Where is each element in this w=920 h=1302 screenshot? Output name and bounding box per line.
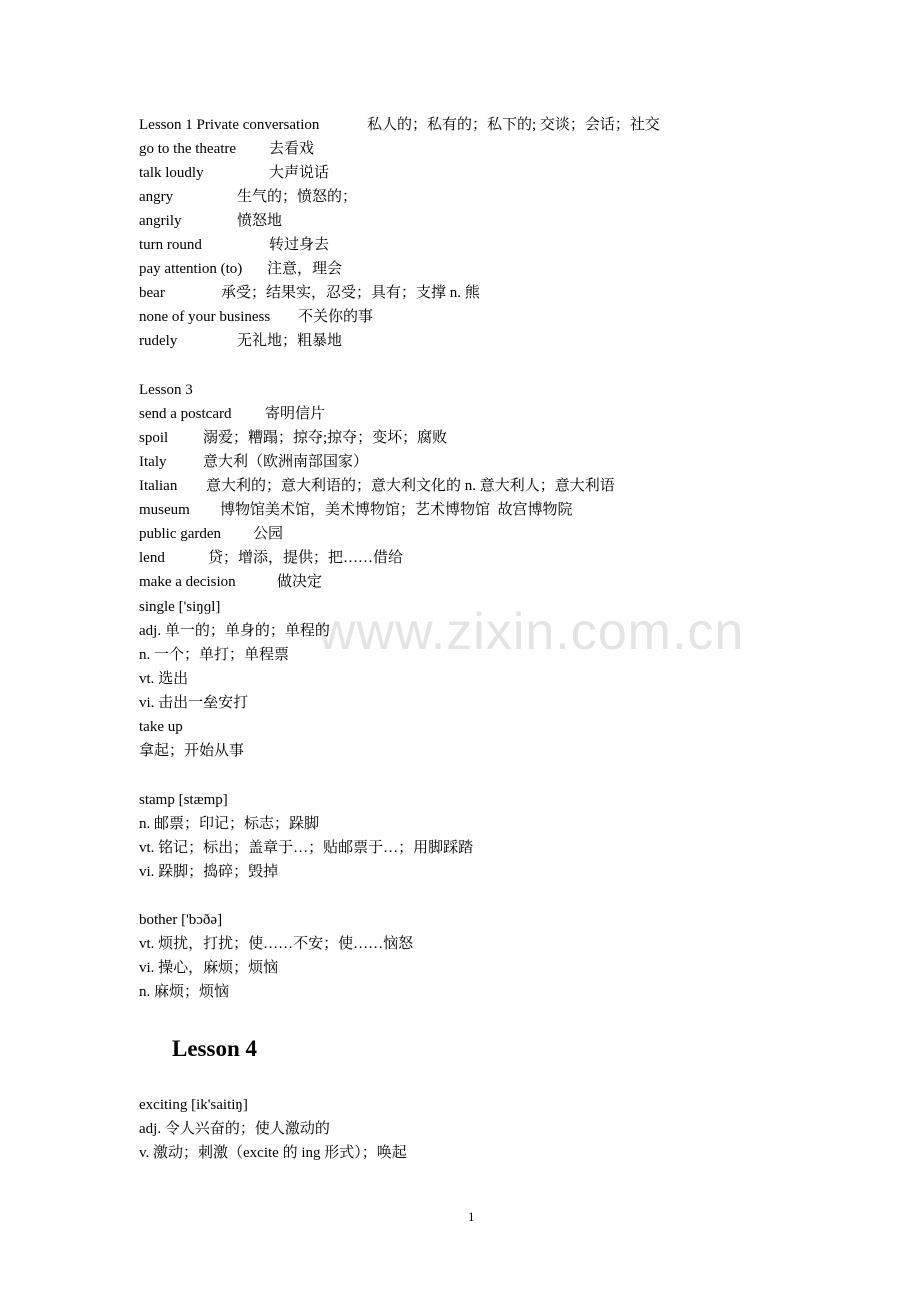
vocab-term: vi. 击出一垒安打 [139,695,249,711]
vocab-term: turn round [139,237,202,253]
vocab-term: none of your business [139,309,271,325]
vocab-definition: 不关你的事 [298,309,374,325]
vocab-term: bear [139,285,165,301]
vocab-term: Lesson 1 Private conversation [139,117,320,133]
vocab-definition: 转过身去 [269,237,330,253]
page-number: 1 [468,1209,475,1224]
watermark: www.zixin.com.cn [318,603,745,661]
vocab-definition: 注意，理会 [267,261,343,277]
vocab-definition: 承受；结果实，忍受；具有；支撑 n. 熊 [221,285,480,301]
vocab-term: go to the theatre [139,141,237,157]
vocab-term: angrily [139,213,182,229]
vocab-term: make a decision [139,574,236,590]
vocab-term: take up [139,719,183,735]
vocab-definition: 生气的；愤怒的； [237,189,358,205]
vocab-term: Lesson 3 [139,382,193,398]
vocab-term: adj. 令人兴奋的；使人激动的 [139,1121,330,1137]
vocab-term: talk loudly [139,165,204,181]
vocab-definition: 博物馆美术馆，美术博物馆；艺术博物馆 故宫博物院 [220,502,573,518]
vocab-term: v. 激动；刺激（excite 的 ing 形式）；唤起 [139,1145,407,1161]
vocab-definition: 意大利（欧洲南部国家） [203,454,369,470]
vocab-term: rudely [139,333,178,349]
vocab-term: vt. 选出 [139,671,189,687]
vocab-term: pay attention (to) [139,261,243,277]
vocab-term: museum [139,502,190,518]
vocab-term: stamp [stæmp] [139,792,228,808]
vocab-term: vt. 烦扰，打扰；使……不安；使……恼怒 [139,936,414,952]
vocab-definition: 私人的；私有的；私下的; 交谈；会话；社交 [367,117,660,133]
vocab-term: exciting [ik'saitiŋ] [139,1097,248,1113]
vocab-term: vi. 操心，麻烦；烦恼 [139,960,279,976]
vocab-term: angry [139,189,174,205]
vocab-definition: 愤怒地 [237,213,283,229]
vocab-definition: 大声说话 [269,165,330,181]
vocab-definition: 贷；增添，提供；把……借给 [208,550,404,566]
vocab-term: Italian [139,478,178,494]
vocab-term: bother ['bɔðə] [139,912,223,928]
vocab-term: vi. 跺脚；捣碎；毁掉 [139,864,279,880]
vocab-definition: 去看戏 [269,141,315,157]
vocab-term: send a postcard [139,406,232,422]
lesson-heading: Lesson 4 [172,1036,257,1061]
vocab-term: adj. 单一的；单身的；单程的 [139,623,330,639]
vocab-definition: 无礼地；粗暴地 [237,333,343,349]
vocab-term: lend [139,550,165,566]
vocab-term: 拿起；开始从事 [139,743,245,759]
vocab-term: public garden [139,526,222,542]
vocab-term: n. 一个；单打；单程票 [139,647,290,663]
vocab-term: spoil [139,430,169,446]
vocab-definition: 寄明信片 [265,406,326,422]
vocab-term: n. 麻烦；烦恼 [139,984,230,1000]
vocab-definition: 公园 [253,526,284,542]
vocab-definition: 做决定 [277,574,323,590]
vocab-definition: 溺爱；糟蹋；掠夺;掠夺；变坏；腐败 [203,430,448,446]
vocab-definition: 意大利的；意大利语的；意大利文化的 n. 意大利人；意大利语 [206,478,615,494]
vocab-term: Italy [139,454,167,470]
vocab-term: n. 邮票；印记；标志；跺脚 [139,816,320,832]
vocab-term: single ['siŋɡl] [139,599,221,615]
vocab-term: vt. 铭记；标出；盖章于…；贴邮票于…；用脚踩踏 [139,840,474,856]
